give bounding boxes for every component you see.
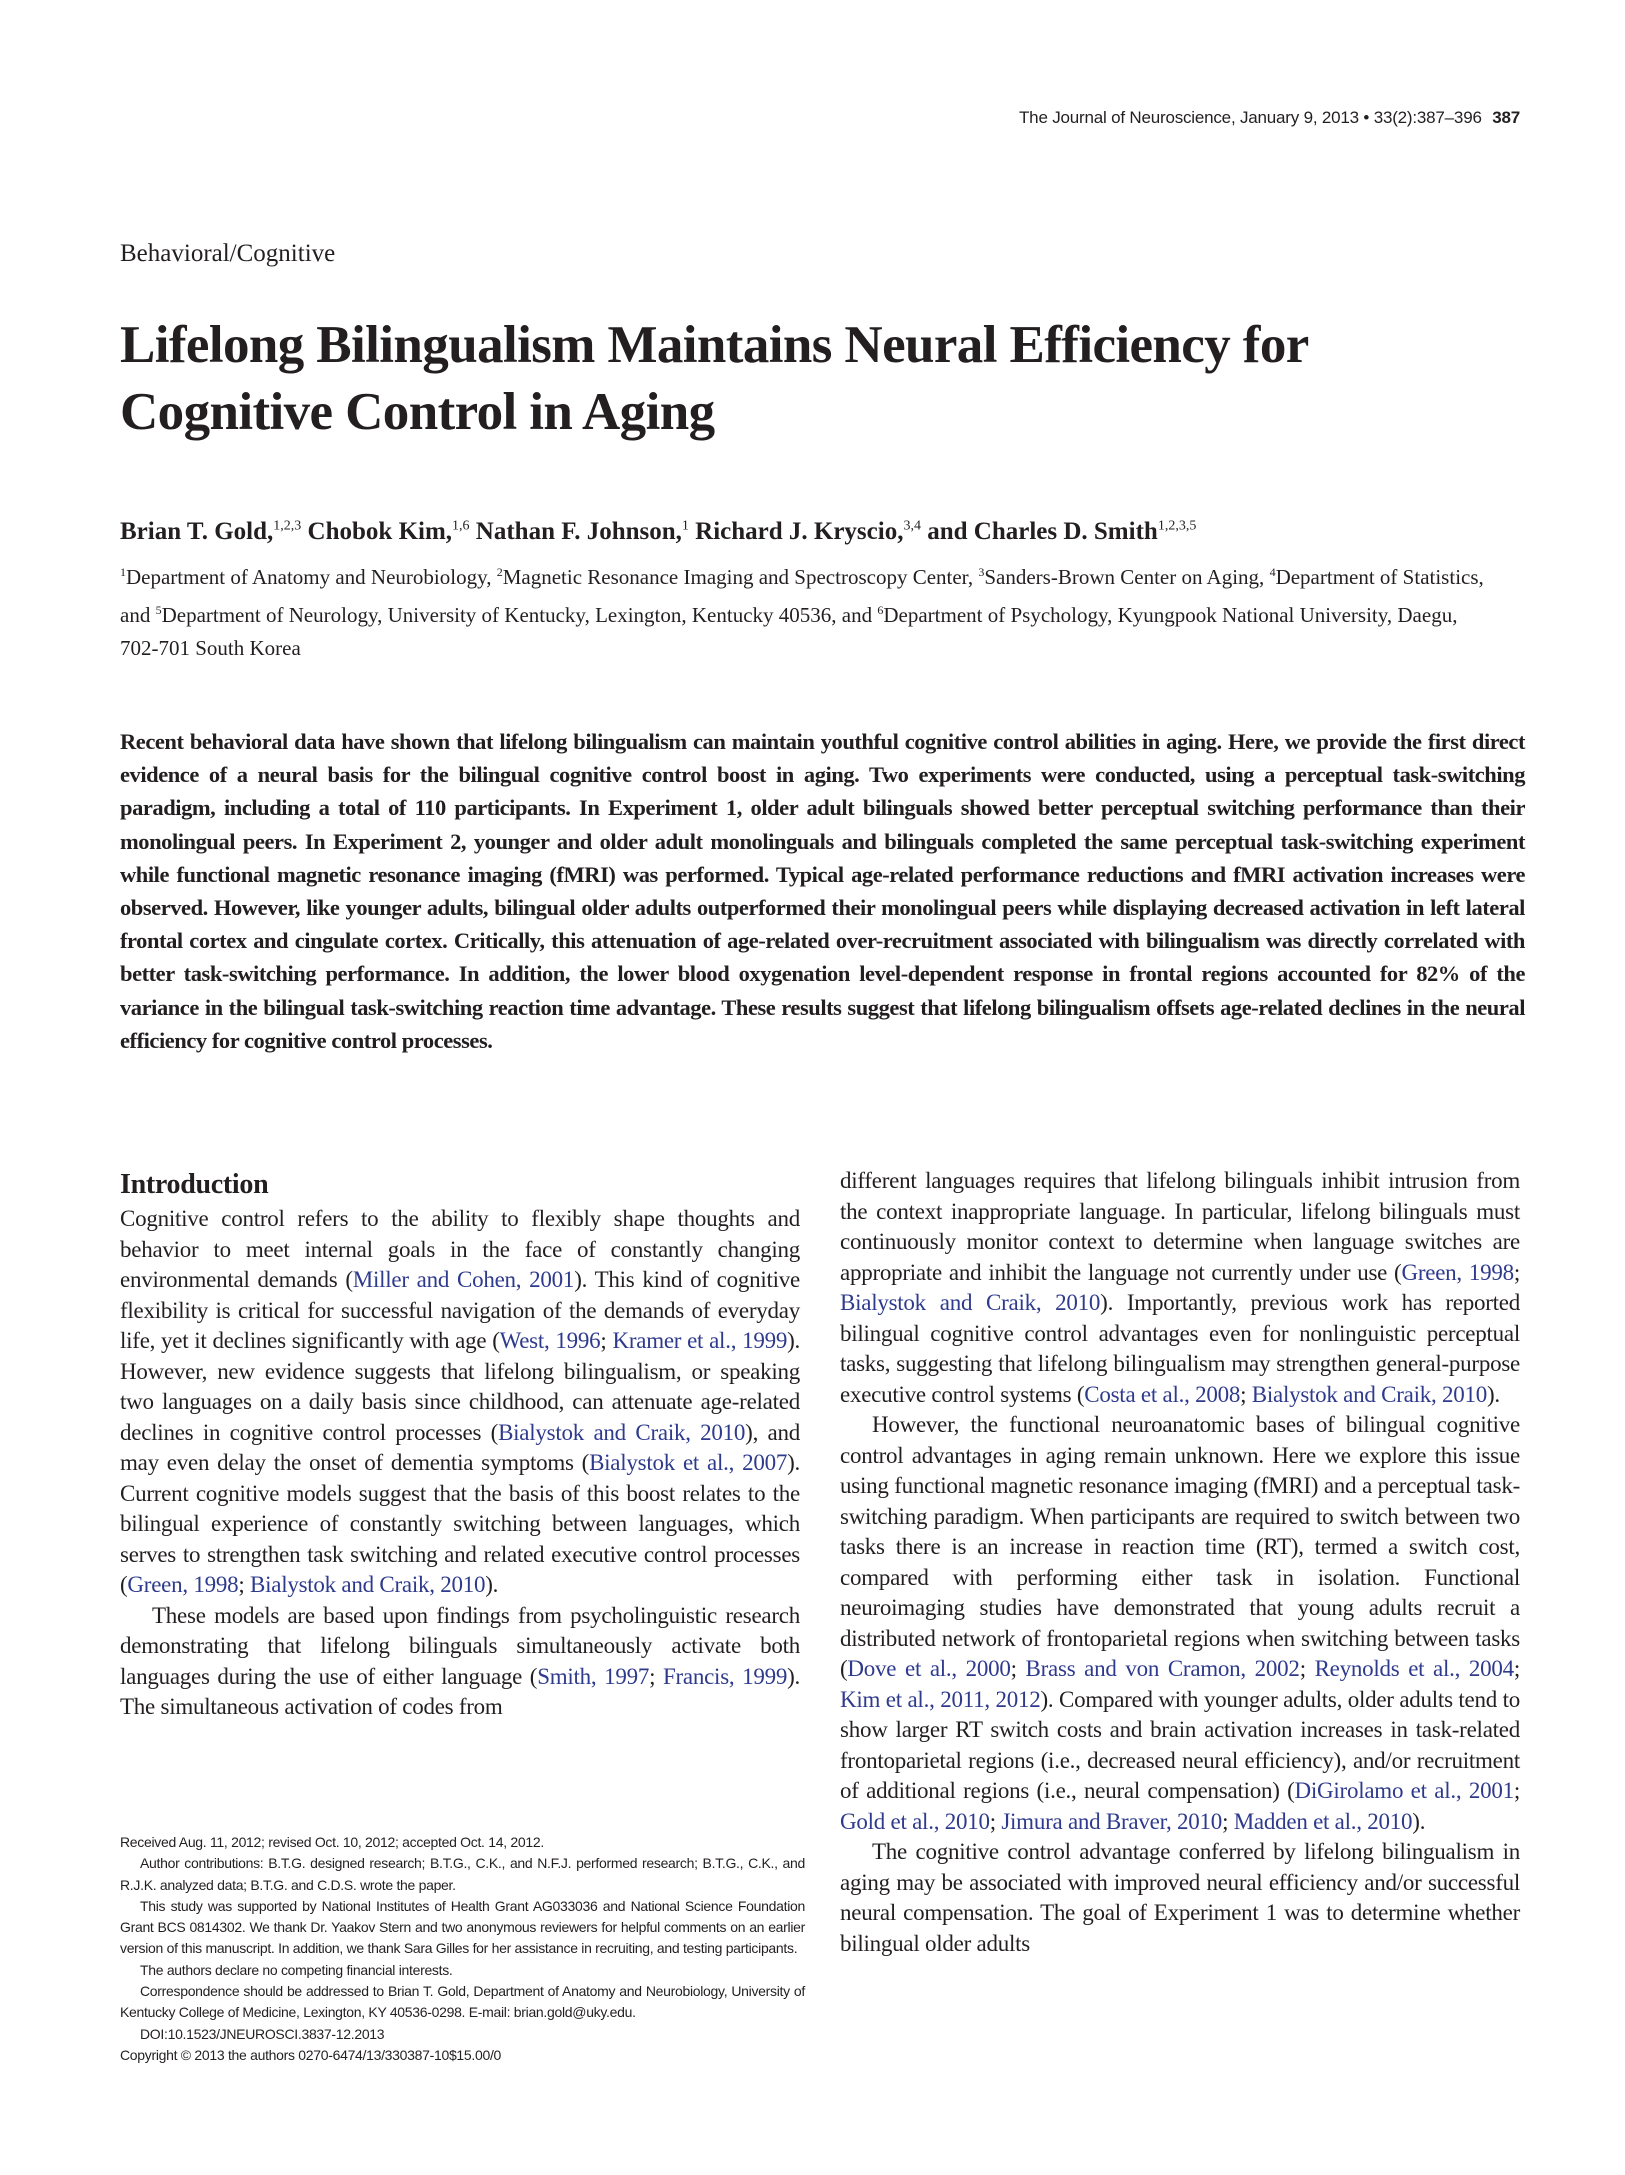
page-number: 387 bbox=[1492, 108, 1520, 127]
author-affiliation-marker: 1,2,3 bbox=[273, 518, 302, 534]
section-label: Behavioral/Cognitive bbox=[120, 240, 336, 267]
citation-link[interactable]: Bialystok et al., 2007 bbox=[589, 1450, 788, 1475]
body-text: ). bbox=[1486, 1381, 1500, 1407]
body-text: ). bbox=[485, 1572, 499, 1597]
affiliation-text: Department of Anatomy and Neurobiology, bbox=[126, 565, 497, 589]
affiliations bbox=[120, 556, 1500, 665]
affiliation-marker: 4 bbox=[1269, 565, 1276, 579]
body-text: ; bbox=[600, 1328, 613, 1353]
affiliation-text: Department of Statistics, and bbox=[120, 565, 1484, 627]
body-text: ; bbox=[1222, 1808, 1234, 1834]
author-affiliation-marker: 1 bbox=[681, 518, 689, 534]
citation-link[interactable]: Reynolds et al., 2004 bbox=[1314, 1656, 1514, 1681]
article-title: Lifelong Bilingualism Maintains Neural Efficiency for Cognitive Control in Aging bbox=[120, 316, 1308, 441]
body-text: However, the functional neuroanatomic bases of bilingual cognitive control advantages in aging remain unknown. Here we explore this issue using functional magnetic resonance imaging (fMRI) and a perceptual task-switching paradigm. When participants are required to switch between two tasks there is an increase in reaction time (RT), termed a switch cost, compared with performing either task in isolation. Functional neuroimaging studies have demonstrated that young adults recruit a distributed network of frontoparietal regions when switching between tasks ( bbox=[840, 1412, 1520, 1681]
author-affiliation-marker: 3,4 bbox=[903, 518, 921, 534]
citation-link[interactable]: Jimura and Braver, 2010 bbox=[1001, 1808, 1223, 1834]
body-text: ), and may even delay the onset of dementia symptoms ( bbox=[120, 1419, 800, 1475]
body-text: ; bbox=[1513, 1259, 1521, 1285]
body-paragraph bbox=[120, 1204, 800, 1601]
body-text: ; bbox=[1299, 1656, 1315, 1681]
author-name: Nathan F. Johnson, bbox=[475, 518, 682, 545]
citation-link[interactable]: Bialystok and Craik, 2010 bbox=[498, 1419, 746, 1445]
affiliation-marker: 2 bbox=[496, 565, 503, 579]
citation-link[interactable]: Brass and von Cramon, 2002 bbox=[1025, 1656, 1300, 1681]
affiliation-marker: 1 bbox=[120, 565, 126, 579]
footnote-line: DOI:10.1523/JNEUROSCI.3837-12.2013 bbox=[140, 2025, 385, 2042]
affiliation-marker: 6 bbox=[877, 603, 884, 617]
body-paragraph bbox=[120, 1601, 800, 1723]
citation-link[interactable]: Gold et al., 2010 bbox=[840, 1808, 990, 1834]
body-text: ; bbox=[649, 1663, 663, 1689]
body-text: ). This kind of cognitive flexibility is critical for successful navigation of the demands of everyday life, yet it declines significantly with age ( bbox=[120, 1267, 800, 1353]
body-text: Cognitive control refers to the ability to flexibly shape thoughts and behavior to meet internal goals in the face of constantly changing environmental demands ( bbox=[120, 1206, 800, 1292]
body-text: ). Importantly, previous work has reported bilingual cognitive control advantages even for nonlinguistic perceptual tasks, suggesting that lifelong bilingualism may strengthen general-purpose executive control systems ( bbox=[840, 1290, 1520, 1407]
body-text: ). Compared with younger adults, older adults tend to show larger RT switch costs and brain activation increases in task-related frontoparietal regions (i.e., decreased neural efficiency), and/or recruitment of additional regions (i.e., neural compensation) ( bbox=[840, 1686, 1520, 1803]
body-text: These models are based upon findings from psycholinguistic research demonstrating that lifelong bilinguals simultaneously activate both languages during the use of either language ( bbox=[120, 1602, 800, 1689]
author-name: and Charles D. Smith bbox=[927, 518, 1158, 545]
footnote-line: Received Aug. 11, 2012; revised Oct. 10, 2012; accepted Oct. 14, 2012. bbox=[120, 1834, 544, 1850]
citation-link[interactable]: Bialystok and Craik, 2010 bbox=[1251, 1381, 1487, 1407]
body-column-left bbox=[120, 1168, 800, 1723]
affiliation-text: Department of Psychology, Kyungpook National University, Daegu, 702-701 South Korea bbox=[120, 603, 1458, 660]
body-text: ). Current cognitive models suggest that the basis of this boost relates to the bilingual experience of constantly switching between languages, which serves to strengthen task switching and related executive control processes ( bbox=[120, 1450, 800, 1597]
footnote-line: Correspondence should be addressed to Brian T. Gold, Department of Anatomy and Neurobiology, University of Kentucky College of Medicine, Lexington, KY 40536-0298. E-mail: brian.gold@uky.edu. bbox=[120, 1983, 805, 2021]
footnote-line: Copyright © 2013 the authors 0270-6474/13/330387-10$15.00/0 bbox=[120, 2046, 502, 2063]
citation-link[interactable]: Green, 1998 bbox=[127, 1572, 239, 1597]
body-text: ; bbox=[1513, 1656, 1521, 1681]
footnote-line: Author contributions: B.T.G. designed research; B.T.G., C.K., and N.F.J. performed research; B.T.G., C.K., and R.J.K. analyzed data; B.T.G. and C.D.S. wrote the paper. bbox=[120, 1855, 805, 1893]
citation-link[interactable]: Francis, 1999 bbox=[662, 1663, 788, 1689]
body-paragraph bbox=[840, 1410, 1520, 1837]
body-paragraph bbox=[840, 1837, 1520, 1959]
author-affiliation-marker: 1,2,3,5 bbox=[1157, 518, 1197, 534]
article-footnotes bbox=[120, 1832, 805, 2066]
citation-link[interactable]: West, 1996 bbox=[499, 1328, 601, 1353]
citation-link[interactable]: Bialystok and Craik, 2010 bbox=[840, 1290, 1101, 1315]
abstract: Recent behavioral data have shown that lifelong bilingualism can maintain youthful cognitive control abilities in aging. Here, we provide the first direct evidence of a neural basis for the bilingual cognitive control boost in aging. Two experiments were conducted, using a perceptual task-switching paradigm, including a total of 110 participants. In Experiment 1, older adult bilinguals showed better perceptual switching performance than their monolingual peers. In Experiment 2, younger and older adult monolinguals and bilinguals completed the same perceptual task-switching experiment while functional magnetic resonance imaging (fMRI) was performed. Typical age-related performance reductions and fMRI activation increases were observed. However, like younger adults, bilingual older adults outperformed their monolingual peers while displaying decreased activation in left lateral frontal cortex and cingulate cortex. Critically, this attenuation of age-related over-recruitment associated with bilingualism was directly correlated with better task-switching performance. In addition, the lower blood oxygenation level-dependent response in frontal regions accounted for 82% of the variance in the bilingual task-switching reaction time advantage. These results suggest that lifelong bilingualism offsets age-related declines in the neural efficiency for cognitive control processes. bbox=[120, 729, 1525, 1053]
affiliation-text: Department of Neurology, University of Kentucky, Lexington, Kentucky 40536, and bbox=[161, 603, 878, 627]
body-text: ). bbox=[1412, 1808, 1426, 1834]
body-text: ; bbox=[1010, 1656, 1026, 1681]
body-text: ). However, new evidence suggests that lifelong bilingualism, or speaking two languages on a daily basis since childhood, can attenuate age-related declines in cognitive control processes ( bbox=[120, 1328, 801, 1445]
citation-link[interactable]: Bialystok and Craik, 2010 bbox=[250, 1572, 486, 1597]
author-name: Chobok Kim, bbox=[307, 518, 453, 545]
body-text: ). The simultaneous activation of codes from bbox=[120, 1663, 800, 1719]
affiliation-marker: 3 bbox=[978, 565, 985, 579]
affiliation-marker: 5 bbox=[155, 603, 162, 617]
body-text: different languages requires that lifelong bilinguals inhibit intrusion from the context inappropriate language. In particular, lifelong bilinguals must continuously monitor context to determine when language switches are appropriate and inhibit the language not currently under use ( bbox=[840, 1168, 1520, 1285]
intro-paragraphs-left bbox=[120, 1204, 800, 1723]
footnote-line: The authors declare no competing financial interests. bbox=[140, 1961, 453, 1978]
body-text: ; bbox=[989, 1808, 1002, 1834]
body-text: The cognitive control advantage conferred by lifelong bilingualism in aging may be associated with improved neural efficiency and/or successful neural compensation. The goal of Experiment 1 was to determine whether bilingual older adults bbox=[840, 1839, 1520, 1956]
body-text: ; bbox=[238, 1572, 250, 1597]
citation-link[interactable]: Dove et al., 2000 bbox=[847, 1656, 1011, 1681]
author-name: Richard J. Kryscio, bbox=[695, 518, 904, 545]
affiliation-text: Magnetic Resonance Imaging and Spectroscopy Center, bbox=[502, 565, 979, 589]
author-list bbox=[120, 518, 1520, 546]
footnote-line: This study was supported by National Institutes of Health Grant AG033036 and National Science Foundation Grant BCS 0814302. We thank Dr. Yaakov Stern and two anonymous reviewers for helpful comments on an earlier version of this manuscript. In addition, we thank Sara Gilles for her assistance in recruiting, and testing participants. bbox=[120, 1897, 805, 1957]
author-affiliation-marker: 1,6 bbox=[452, 518, 470, 534]
running-header bbox=[1019, 108, 1520, 128]
citation-link[interactable]: Costa et al., 2008 bbox=[1084, 1381, 1241, 1407]
citation-link[interactable]: Miller and Cohen, 2001 bbox=[352, 1267, 575, 1292]
citation-link[interactable]: Kramer et al., 1999 bbox=[612, 1328, 788, 1353]
body-text: ; bbox=[1513, 1778, 1520, 1803]
affiliation-text: Sanders-Brown Center on Aging, bbox=[984, 565, 1270, 589]
section-heading-introduction: Introduction bbox=[120, 1169, 269, 1200]
journal-info: The Journal of Neuroscience, January 9, 2013 • 33(2):387–396 bbox=[1019, 108, 1482, 127]
body-column-right bbox=[840, 1166, 1520, 1959]
citation-link[interactable]: Kim et al., 2011, 2012 bbox=[840, 1686, 1041, 1712]
citation-link[interactable]: Green, 1998 bbox=[1401, 1259, 1514, 1285]
intro-paragraphs-right bbox=[840, 1166, 1520, 1959]
body-text: ; bbox=[1240, 1381, 1252, 1407]
citation-link[interactable]: DiGirolamo et al., 2001 bbox=[1294, 1778, 1514, 1803]
author-name: Brian T. Gold, bbox=[120, 518, 274, 545]
body-paragraph bbox=[840, 1166, 1520, 1410]
citation-link[interactable]: Madden et al., 2010 bbox=[1233, 1808, 1413, 1834]
citation-link[interactable]: Smith, 1997 bbox=[537, 1663, 650, 1689]
